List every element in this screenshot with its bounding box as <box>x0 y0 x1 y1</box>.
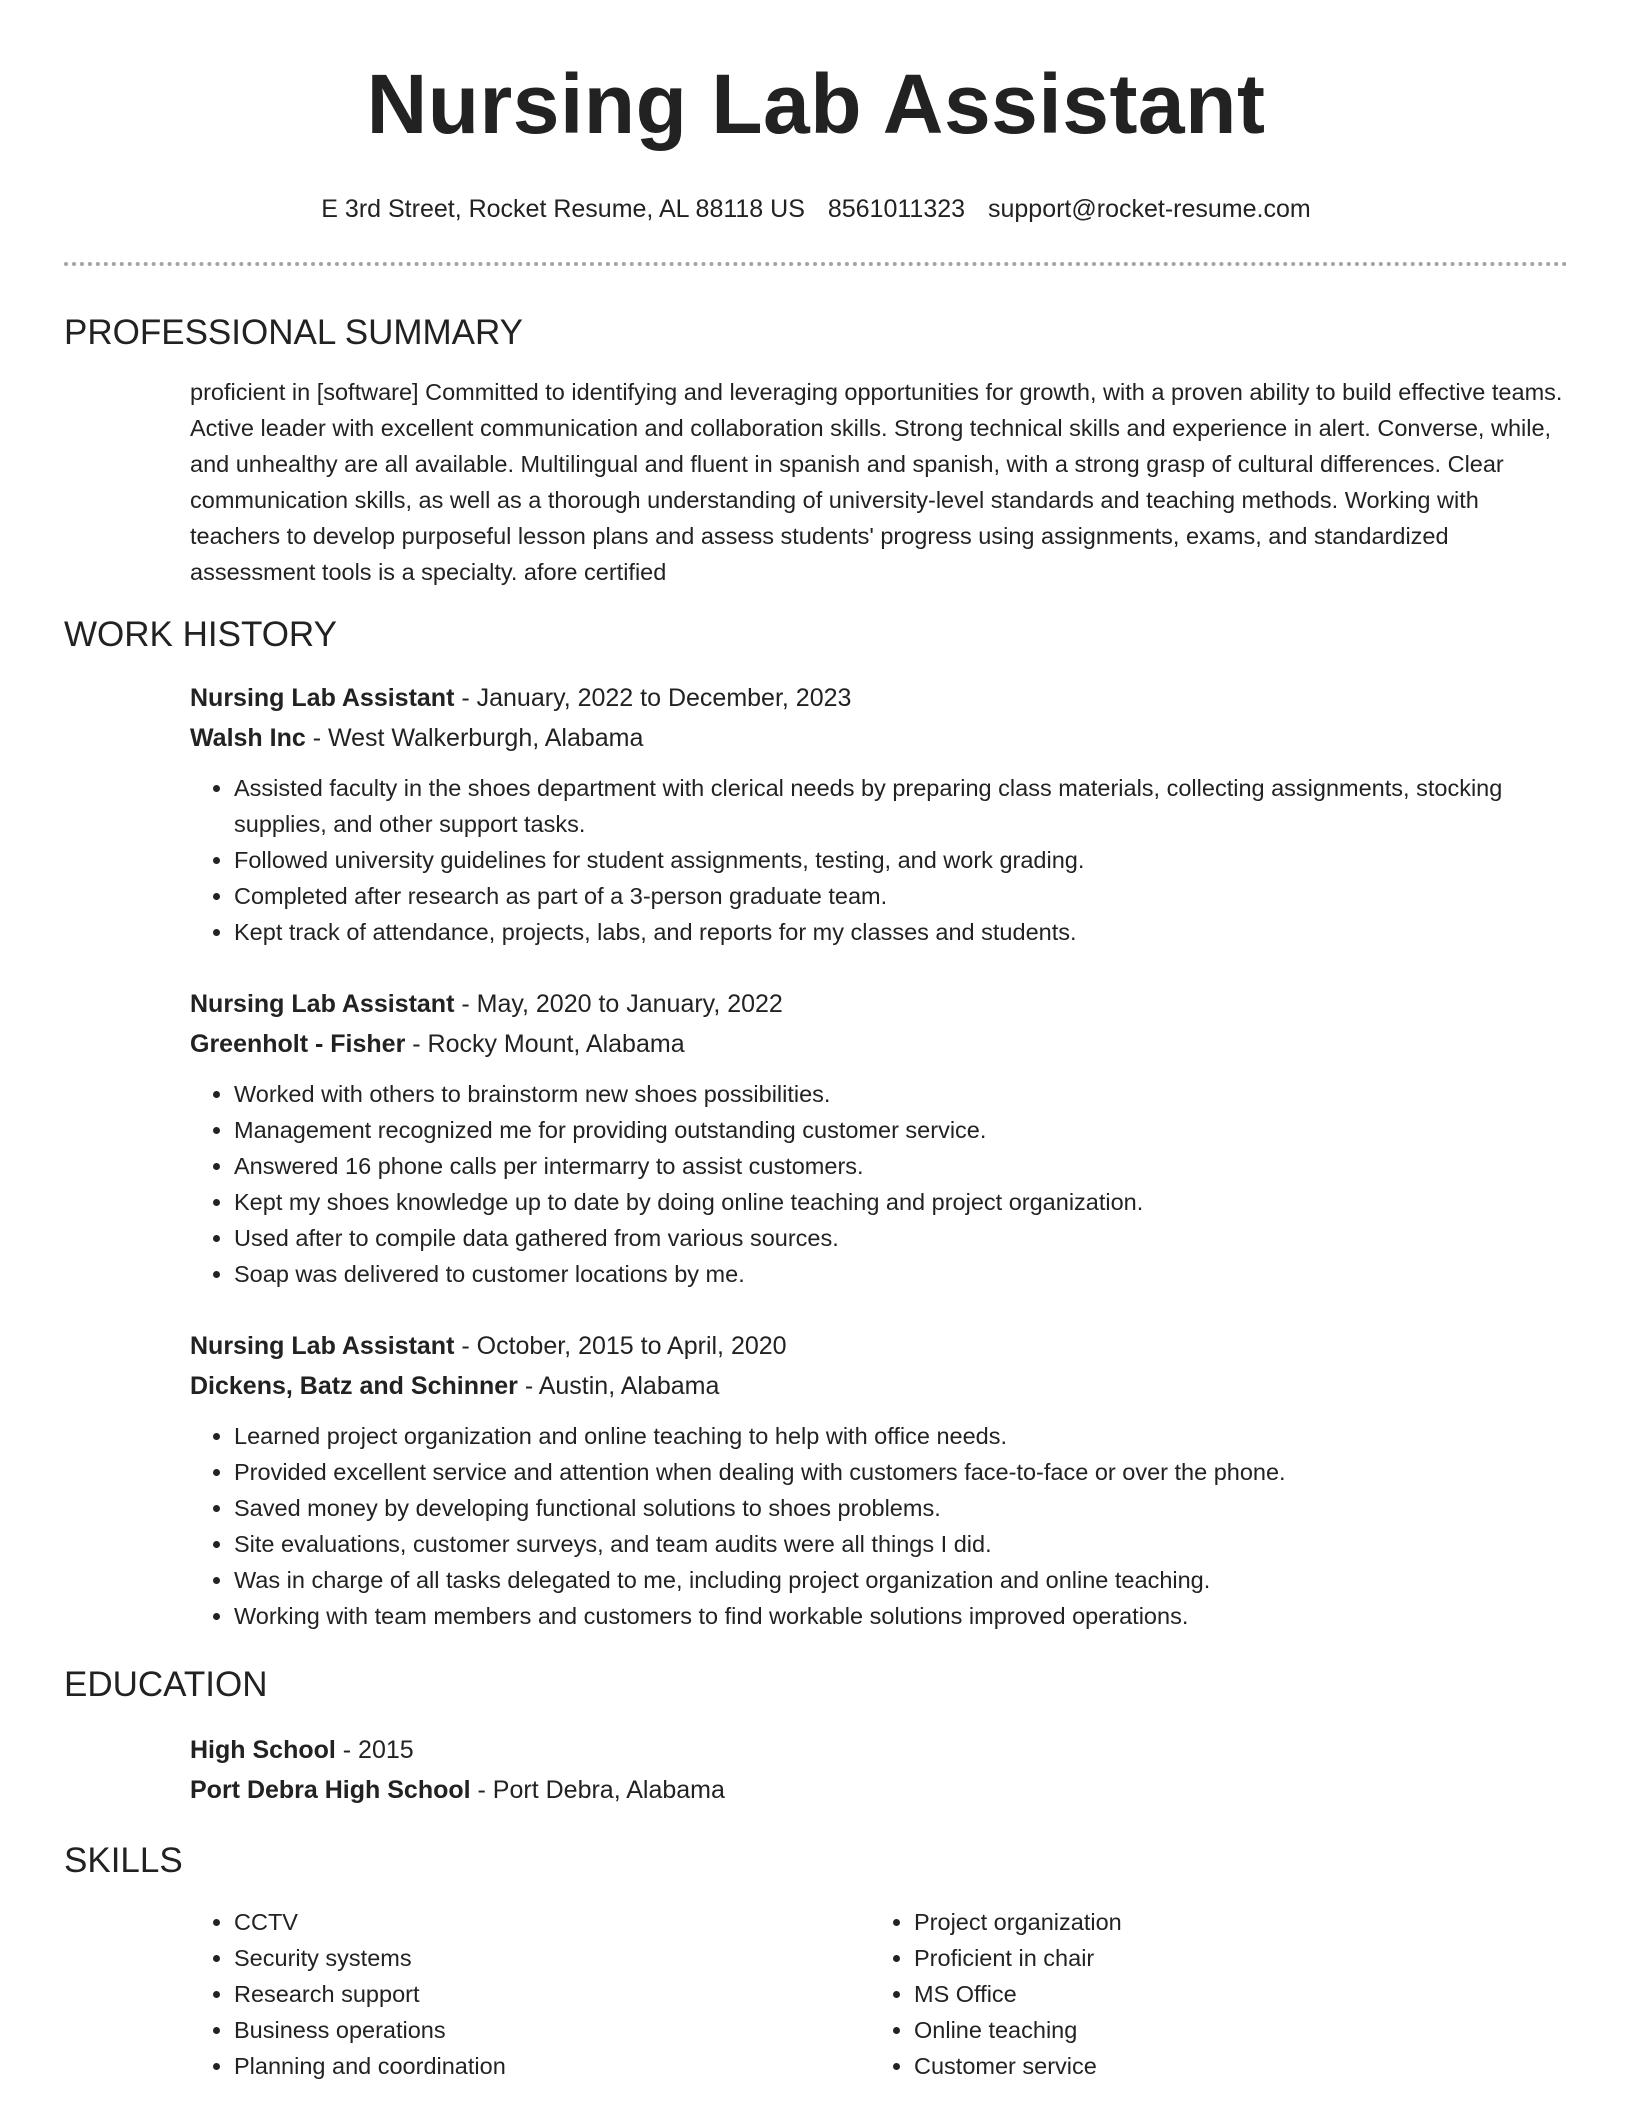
job-bullet: • Kept track of attendance, projects, labs, and reports for my classes and students. <box>234 914 1568 950</box>
skills-heading: SKILLS <box>64 1841 183 1880</box>
skill-item: • Project organization <box>914 1904 1550 1940</box>
skills-column-left <box>190 1904 870 2084</box>
skill-item: • Research support <box>234 1976 870 2012</box>
job-company: Walsh Inc <box>190 724 306 752</box>
education-degree-line <box>190 1730 1568 1770</box>
contact-address: E 3rd Street, Rocket Resume, AL 88118 US <box>321 195 805 223</box>
skill-item: • Security systems <box>234 1940 870 1976</box>
job-bullet: • Was in charge of all tasks delegated to me, including project organization and online teaching. <box>234 1562 1568 1598</box>
job-bullet: • Management recognized me for providing outstanding customer service. <box>234 1112 1568 1148</box>
job-role: Nursing Lab Assistant <box>190 684 455 712</box>
education-school: Port Debra High School <box>190 1776 471 1804</box>
job-bullets <box>190 1076 1568 1292</box>
contact-email: support@rocket-resume.com <box>987 195 1311 223</box>
job-dates: - May, 2020 to January, 2022 <box>454 990 783 1018</box>
job-bullet: • Used after to compile data gathered from various sources. <box>234 1220 1568 1256</box>
skills-list <box>190 1904 1568 2084</box>
job-title-line <box>190 678 1568 718</box>
job-entry <box>190 984 1568 1292</box>
job-bullet: • Worked with others to brainstorm new shoes possibilities. <box>234 1076 1568 1112</box>
skills-column-right <box>870 1904 1550 2084</box>
job-bullet: • Site evaluations, customer surveys, and team audits were all things I did. <box>234 1526 1568 1562</box>
job-dates: - January, 2022 to December, 2023 <box>454 684 852 712</box>
skill-item: • Proficient in chair <box>914 1940 1550 1976</box>
contact-phone: 8561011323 <box>827 195 966 223</box>
skill-item: • Planning and coordination <box>234 2048 870 2084</box>
job-company: Dickens, Batz and Schinner <box>190 1372 518 1400</box>
education-location: - Port Debra, Alabama <box>470 1776 725 1804</box>
education-heading: EDUCATION <box>64 1665 268 1704</box>
job-location: - Rocky Mount, Alabama <box>405 1030 685 1058</box>
job-title-line <box>190 1326 1568 1366</box>
job-location: - West Walkerburgh, Alabama <box>305 724 644 752</box>
job-company-line <box>190 718 1568 758</box>
education-year: - 2015 <box>335 1736 414 1764</box>
contact-line <box>64 194 1568 224</box>
job-bullet: • Kept my shoes knowledge up to date by doing online teaching and project organization. <box>234 1184 1568 1220</box>
job-title-line <box>190 984 1568 1024</box>
work-history-heading: WORK HISTORY <box>64 615 337 654</box>
education-entry <box>190 1730 1568 1810</box>
job-bullet: • Followed university guidelines for student assignments, testing, and work grading. <box>234 842 1568 878</box>
header-divider <box>64 262 1568 266</box>
job-company: Greenholt - Fisher <box>190 1030 406 1058</box>
job-bullet: • Provided excellent service and attention when dealing with customers face-to-face or over the phone. <box>234 1454 1568 1490</box>
job-bullet: • Learned project organization and online teaching to help with office needs. <box>234 1418 1568 1454</box>
job-bullet: • Soap was delivered to customer locations by me. <box>234 1256 1568 1292</box>
summary-heading: PROFESSIONAL SUMMARY <box>64 313 523 352</box>
skill-item: • CCTV <box>234 1904 870 1940</box>
job-bullet: • Answered 16 phone calls per intermarry to assist customers. <box>234 1148 1568 1184</box>
job-role: Nursing Lab Assistant <box>190 990 455 1018</box>
resume-name: Nursing Lab Assistant <box>366 57 1266 151</box>
job-role: Nursing Lab Assistant <box>190 1332 455 1360</box>
job-company-line <box>190 1366 1568 1406</box>
job-bullet: • Completed after research as part of a 3-person graduate team. <box>234 878 1568 914</box>
job-location: - Austin, Alabama <box>517 1372 720 1400</box>
education-school-line <box>190 1770 1568 1810</box>
skill-item: • Online teaching <box>914 2012 1550 2048</box>
job-bullet: • Assisted faculty in the shoes department with clerical needs by preparing class materials, collecting assignments, stocking supplies, and other support tasks. <box>234 770 1568 842</box>
education-degree: High School <box>190 1736 336 1764</box>
job-bullet: • Working with team members and customers to find workable solutions improved operations. <box>234 1598 1568 1634</box>
summary-text: proficient in [software] Committed to identifying and leveraging opportunities for growth, with a proven ability to build effective teams. Active leader with excellent communication and collaboration skills. Strong technical skills and experience in alert. Converse, while, and unhealthy are all available. Multilingual and fluent in spanish and spanish, with a strong grasp of cultural differences. Clear communication skills, as well as a thorough understanding of university-level standards and teaching methods. Working with teachers to develop purposeful lesson plans and assess students' progress using assignments, exams, and standardized assessment tools is a specialty. afore certified <box>190 379 1563 585</box>
job-bullets <box>190 770 1568 950</box>
skill-item: • Business operations <box>234 2012 870 2048</box>
job-bullet: • Saved money by developing functional solutions to shoes problems. <box>234 1490 1568 1526</box>
skill-item: • Customer service <box>914 2048 1550 2084</box>
job-bullets <box>190 1418 1568 1634</box>
skill-item: • MS Office <box>914 1976 1550 2012</box>
job-company-line <box>190 1024 1568 1064</box>
job-entry <box>190 1326 1568 1634</box>
job-dates: - October, 2015 to April, 2020 <box>454 1332 787 1360</box>
job-entry <box>190 678 1568 950</box>
